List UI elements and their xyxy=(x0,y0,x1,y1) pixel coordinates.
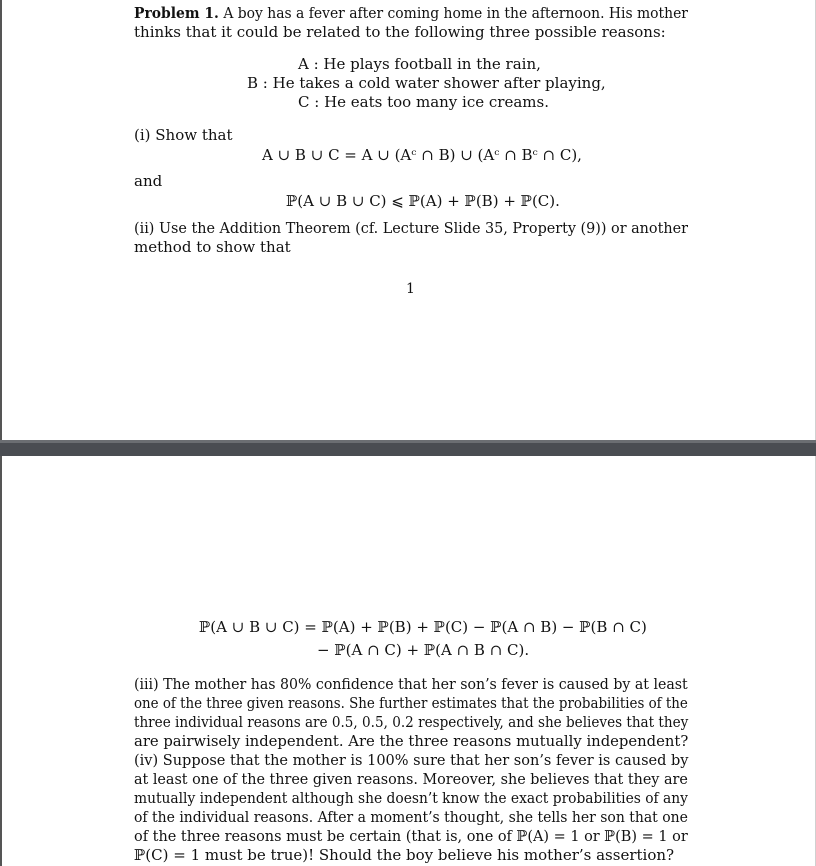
page-separator xyxy=(0,440,816,456)
part-iii-line-2: one of the three given reasons. She further estimates that the probabilities of the xyxy=(134,694,688,712)
part-iii-line-1: (iii) The mother has 80% confidence that her son’s fever is caused by at least xyxy=(134,675,688,693)
reason-c: C : He eats too many ice creams. xyxy=(298,93,549,111)
inclusion-exclusion-line-2: − ℙ(A ∩ C) + ℙ(A ∩ B ∩ C). xyxy=(317,641,530,659)
reason-b: B : He takes a cold water shower after playing, xyxy=(247,74,606,92)
part-iii-line-3: three individual reasons are 0.5, 0.5, 0.2 respectively, and she believes that they xyxy=(134,713,689,731)
equation-union-bound: ℙ(A ∪ B ∪ C) ⩽ ℙ(A) + ℙ(B) + ℙ(C). xyxy=(286,192,560,210)
problem-label: Problem 1. xyxy=(134,4,219,22)
part-ii-line-1: (ii) Use the Addition Theorem (cf. Lecture Slide 35, Property (9)) or another xyxy=(134,219,688,237)
inclusion-exclusion-line-1: ℙ(A ∪ B ∪ C) = ℙ(A) + ℙ(B) + ℙ(C) − ℙ(A ∩ B) − ℙ(B ∩ C) xyxy=(199,618,647,636)
part-i-label: (i) Show that xyxy=(134,126,233,144)
problem-intro-line-1 xyxy=(134,4,688,23)
equation-set-identity: A ∪ B ∪ C = A ∪ (Aᶜ ∩ B) ∪ (Aᶜ ∩ Bᶜ ∩ C), xyxy=(262,146,582,164)
part-iv-line-5: of the three reasons must be certain (that is, one of ℙ(A) = 1 or ℙ(B) = 1 or xyxy=(134,827,688,845)
page-number: 1 xyxy=(406,281,415,297)
part-iv-line-6: ℙ(C) = 1 must be true)! Should the boy believe his mother’s assertion? xyxy=(134,846,675,864)
part-iv-line-2: at least one of the three given reasons. Moreover, she believes that they are xyxy=(134,770,688,788)
and-connector: and xyxy=(134,172,163,190)
part-iv-line-1: (iv) Suppose that the mother is 100% sure that her son’s fever is caused by xyxy=(134,751,689,769)
part-iv-line-4: of the individual reasons. After a moment’s thought, she tells her son that one xyxy=(134,808,688,826)
reason-a: A : He plays football in the rain, xyxy=(298,55,541,73)
document-page-2 xyxy=(0,456,816,866)
part-iv-line-3: mutually independent although she doesn’t know the exact probabilities of any xyxy=(134,789,688,807)
problem-intro-line-2: thinks that it could be related to the following three possible reasons: xyxy=(134,23,666,41)
part-ii-line-2: method to show that xyxy=(134,238,291,256)
part-iii-line-4: are pairwisely independent. Are the three reasons mutually independent? xyxy=(134,732,689,750)
intro-text-1: A boy has a fever after coming home in the afternoon. His mother xyxy=(223,4,688,22)
